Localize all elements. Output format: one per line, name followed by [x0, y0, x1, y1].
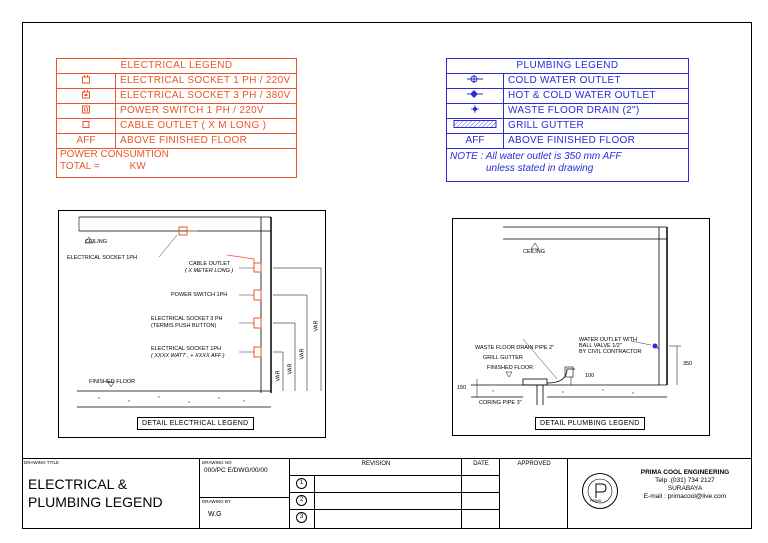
socket-3ph-label: ELECTRICAL SOCKET 3 PH: [151, 316, 223, 322]
drawing-title-label: DRAWING TITLE: [24, 460, 60, 465]
legend-label: WASTE FLOOR DRAIN (2"): [508, 105, 640, 116]
waste-drain-label: WASTE FLOOR DRAIN PIPE 2": [475, 345, 555, 351]
note-line-2: unless stated in drawing: [486, 163, 594, 174]
legend-label: ELECTRICAL SOCKET 3 PH / 380V: [120, 90, 291, 101]
company-email: E-mail : primacool@live.com: [643, 493, 727, 500]
note-line-1: NOTE : All water outlet is 350 mm AFF: [450, 151, 622, 162]
plumbing-note: [447, 148, 688, 181]
dimension-350: 350: [683, 361, 693, 367]
company-logo: [582, 473, 618, 509]
company-phone: Telp .(031) 734 2127: [655, 477, 715, 484]
power-total: [60, 161, 296, 173]
socket-1ph-icon: [57, 74, 116, 88]
divider: [462, 492, 500, 493]
cable-outlet-icon: [57, 119, 116, 133]
drawing-title: [28, 475, 163, 511]
socket-3ph-icon: [57, 89, 116, 103]
legend-symbol: AFF: [57, 134, 116, 148]
revision-number: 1: [296, 478, 307, 489]
approved-cell: [500, 459, 568, 529]
date-label: DATE: [473, 461, 489, 467]
legend-label: ABOVE FINISHED FLOOR: [508, 135, 636, 146]
drawn-by: W.G: [208, 511, 222, 518]
power-switch-icon: [57, 104, 116, 118]
dimension-100: 100: [585, 373, 595, 379]
drawing-title-cell: [22, 459, 200, 529]
ceiling-label: CEILING: [523, 249, 546, 255]
divider: [290, 509, 462, 510]
legend-row: [447, 103, 688, 118]
grill-gutter-icon: [447, 119, 504, 133]
grill-gutter-label: GRILL GUTTER: [483, 355, 523, 361]
power-total-label: TOTAL =: [60, 161, 100, 172]
electrical-legend: [56, 58, 297, 178]
dimension-var-label: VAR: [299, 348, 306, 360]
logo-text: PRIMA: [590, 499, 602, 503]
hot-cold-water-outlet-icon: [447, 89, 504, 103]
company-info: [620, 469, 750, 501]
company-cell: [568, 459, 752, 529]
socket-1ph-label: ELECTRICAL SOCKET 1PH: [67, 255, 137, 261]
drawn-by-label: DRAWING BY: [202, 499, 231, 504]
electrical-detail-title: DETAIL ELECTRICAL LEGEND: [137, 417, 254, 430]
socket-1ph-b-sub: ( XXXX WATT , + XXXX AFF ): [151, 353, 225, 359]
waste-floor-drain-icon: [447, 104, 504, 118]
revision-number: 3: [296, 512, 307, 523]
legend-row: [57, 133, 296, 148]
drawing-info-cell: [200, 459, 290, 529]
legend-row: [57, 88, 296, 103]
ceiling-label: CEILING: [85, 239, 108, 245]
legend-label: CABLE OUTLET ( X M LONG ): [120, 120, 267, 131]
drawing-no-label: DRAWING NO: [202, 460, 232, 465]
dimension-150: 150: [457, 385, 467, 391]
drawing-no: 000/PC E/DWG/00/00: [204, 467, 268, 474]
divider: [200, 497, 290, 498]
water-outlet-label-2: BALL VALVE 1/2": [579, 343, 622, 349]
power-switch-label: POWER SWITCH 1PH: [171, 292, 228, 298]
revision-cell: [290, 459, 462, 529]
finished-floor-label: FINISHED FLOOR: [487, 365, 534, 371]
legend-symbol: AFF: [447, 134, 504, 148]
legend-row: [447, 88, 688, 103]
legend-label: ABOVE FINISHED FLOOR: [120, 135, 248, 146]
title-block: [22, 458, 752, 530]
divider: [314, 475, 315, 529]
legend-row: [447, 118, 688, 133]
legend-label: COLD WATER OUTLET: [508, 75, 621, 86]
power-consumption-label: POWER CONSUMTION: [60, 149, 169, 160]
legend-row: [57, 103, 296, 118]
legend-label: POWER SWITCH 1 PH / 220V: [120, 105, 264, 116]
revision-number: 2: [296, 495, 307, 506]
electrical-detail-frame: [58, 210, 326, 438]
water-outlet-label-1: WATER OUTLET WITH: [579, 337, 637, 343]
divider: [462, 475, 500, 476]
power-unit: KW: [129, 161, 146, 172]
legend-row: [447, 73, 688, 88]
dimension-var-label: VAR: [287, 363, 294, 375]
date-cell: [462, 459, 500, 529]
plumbing-detail-title: DETAIL PLUMBING LEGEND: [535, 417, 645, 430]
drawing-title-line-2: PLUMBING LEGEND: [28, 494, 163, 510]
cold-water-outlet-icon: [447, 74, 504, 88]
finished-floor-label: FINISHED FLOOR: [89, 379, 136, 385]
approved-label: APPROVED: [517, 461, 551, 467]
plumbing-legend: [446, 58, 689, 182]
revision-label: REVISION: [361, 461, 391, 467]
plumbing-detail-frame: [452, 218, 710, 436]
power-consumption: [57, 148, 296, 177]
cable-outlet-sub: ( X METER LONG ): [185, 268, 234, 274]
divider: [290, 492, 462, 493]
plumbing-legend-title: PLUMBING LEGEND: [516, 60, 619, 71]
legend-row: [57, 73, 296, 88]
company-name: PRIMA COOL ENGINEERING: [640, 469, 730, 476]
water-outlet-label-3: BY CIVIL CONTRACTOR: [579, 349, 642, 355]
cable-outlet-label: CABLE OUTLET: [189, 261, 231, 267]
dimension-var-label: VAR: [313, 320, 320, 332]
dimension-var-label: VAR: [275, 370, 282, 382]
coring-pipe-label: CORING PIPE 3": [479, 400, 522, 406]
drawing-title-line-1: ELECTRICAL &: [28, 476, 128, 492]
legend-label: HOT & COLD WATER OUTLET: [508, 90, 656, 101]
company-city: SURABAYA: [667, 485, 703, 492]
legend-row: [57, 118, 296, 133]
socket-3ph-sub: (TERMIS PUSH BUTTON): [151, 323, 217, 329]
legend-label: ELECTRICAL SOCKET 1 PH / 220V: [120, 75, 291, 86]
divider: [462, 509, 500, 510]
socket-1ph-b-label: ELECTRICAL SOCKET 1PH: [151, 346, 221, 352]
legend-row: [447, 133, 688, 148]
electrical-legend-title: ELECTRICAL LEGEND: [120, 60, 233, 71]
legend-label: GRILL GUTTER: [508, 120, 585, 131]
divider: [290, 475, 462, 476]
